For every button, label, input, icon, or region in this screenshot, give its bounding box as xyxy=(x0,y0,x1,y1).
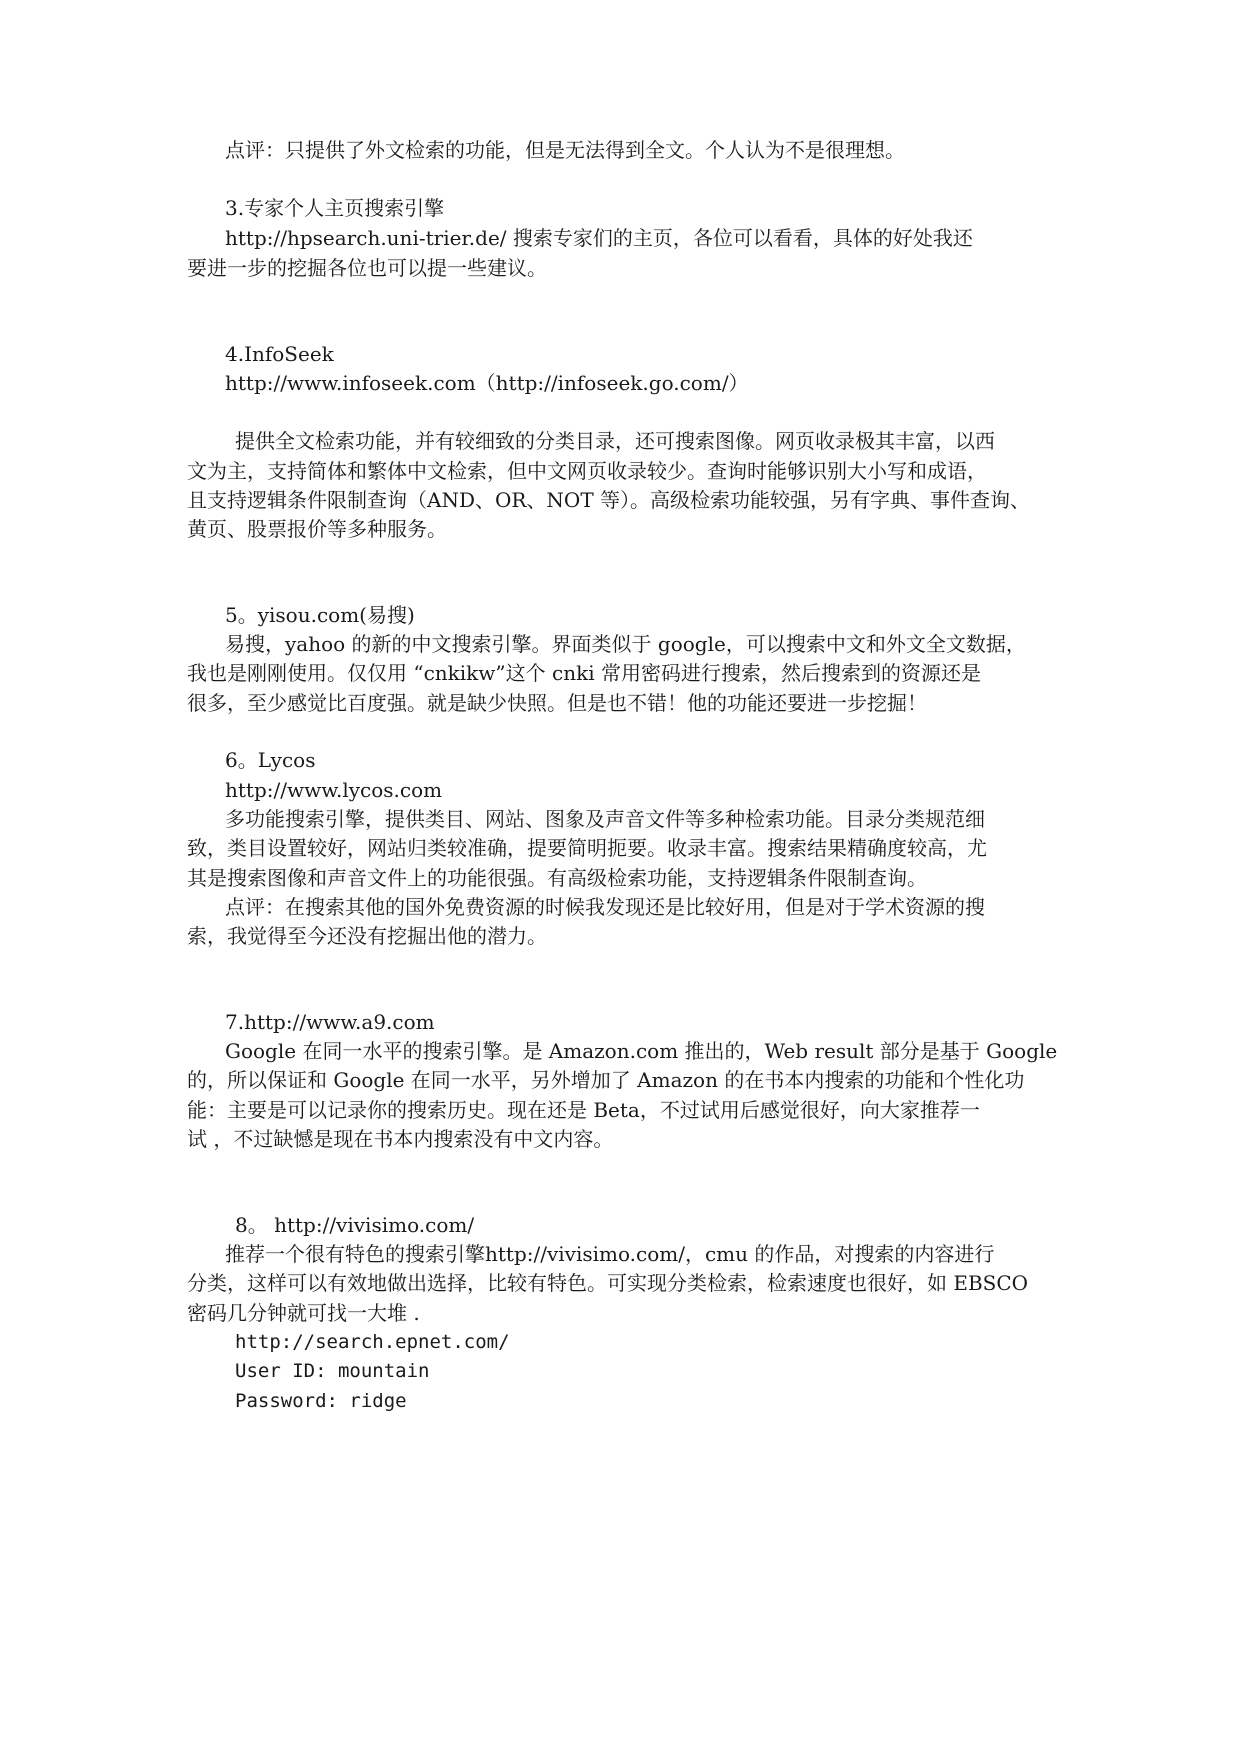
section-5-heading: 5。yisou.com(易搜) xyxy=(225,603,415,627)
ebsco-password: Password: ridge xyxy=(235,1390,407,1412)
section-4-body: 且支持逻辑条件限制查询（AND、OR、NOT 等）。高级检索功能较强，另有字典、事件查询、 xyxy=(187,488,1031,512)
section-6-heading: 6。Lycos xyxy=(225,748,316,772)
section-5-body: 易搜，yahoo 的新的中文搜索引擎。界面类似于 google，可以搜索中文和外文全文数据， xyxy=(225,632,1026,656)
section-7-body: Google 在同一水平的搜索引擎。是 Amazon.com 推出的，Web result 部分是基于 Google xyxy=(225,1039,1058,1063)
section-6-body: 致，类目设置较好，网站归类较准确，提要简明扼要。收录丰富。搜索结果精确度较高，尤 xyxy=(187,836,987,860)
section-8-body: 密码几分钟就可找一大堆 . xyxy=(187,1301,420,1325)
section-4-heading: 4.InfoSeek xyxy=(225,342,334,366)
section-4-body: 提供全文检索功能，并有较细致的分类目录，还可搜索图像。网页收录极其丰富，以西 xyxy=(235,429,995,453)
review-comment-6: 索，我觉得至今还没有挖掘出他的潜力。 xyxy=(187,924,547,948)
section-7-body: 能：主要是可以记录你的搜索历史。现在还是 Beta，不过试用后感觉很好，向大家推荐一 xyxy=(187,1098,980,1122)
ebsco-url: http://search.epnet.com/ xyxy=(235,1331,510,1353)
section-5-body: 我也是刚刚使用。仅仅用 “cnkikw”这个 cnki 常用密码进行搜索，然后搜索到的资源还是 xyxy=(187,661,981,685)
ebsco-user-id: User ID: mountain xyxy=(235,1360,430,1382)
section-4-url: http://www.infoseek.com（http://infoseek.go.com/） xyxy=(225,371,749,395)
section-5-body: 很多，至少感觉比百度强。就是缺少快照。但是也不错！他的功能还要进一步挖掘！ xyxy=(187,691,927,715)
section-8-heading: 8。 http://vivisimo.com/ xyxy=(235,1213,475,1237)
section-3-body: 要进一步的挖掘各位也可以提一些建议。 xyxy=(187,256,547,280)
section-7-body: 试 ，不过缺憾是现在书本内搜索没有中文内容。 xyxy=(187,1127,614,1151)
section-3-heading: 3.专家个人主页搜索引擎 xyxy=(225,196,445,220)
section-8-body: 推荐一个很有特色的搜索引擎http://vivisimo.com/，cmu 的作品，对搜索的内容进行 xyxy=(225,1242,995,1266)
section-8-body: 分类，这样可以有效地做出选择，比较有特色。可实现分类检索，检索速度也很好，如 EBSCO xyxy=(187,1271,1029,1295)
section-7-heading: 7.http://www.a9.com xyxy=(225,1010,435,1034)
review-comment-2: 点评：只提供了外文检索的功能，但是无法得到全文。个人认为不是很理想。 xyxy=(225,138,905,162)
section-3-body: http://hpsearch.uni-trier.de/ 搜索专家们的主页，各位可以看看，具体的好处我还 xyxy=(225,226,973,250)
review-comment-6: 点评：在搜索其他的国外免费资源的时候我发现还是比较好用，但是对于学术资源的搜 xyxy=(225,895,985,919)
section-6-body: 多功能搜索引擎，提供类目、网站、图象及声音文件等多种检索功能。目录分类规范细 xyxy=(225,807,985,831)
section-6-body: 其是搜索图像和声音文件上的功能很强。有高级检索功能，支持逻辑条件限制查询。 xyxy=(187,866,927,890)
section-4-body: 黄页、股票报价等多种服务。 xyxy=(187,517,447,541)
section-4-body: 文为主，支持简体和繁体中文检索，但中文网页收录较少。查询时能够识别大小写和成语， xyxy=(187,459,987,483)
section-7-body: 的，所以保证和 Google 在同一水平，另外增加了 Amazon 的在书本内搜索的功能和个性化功 xyxy=(187,1068,1025,1092)
section-6-url: http://www.lycos.com xyxy=(225,778,443,802)
